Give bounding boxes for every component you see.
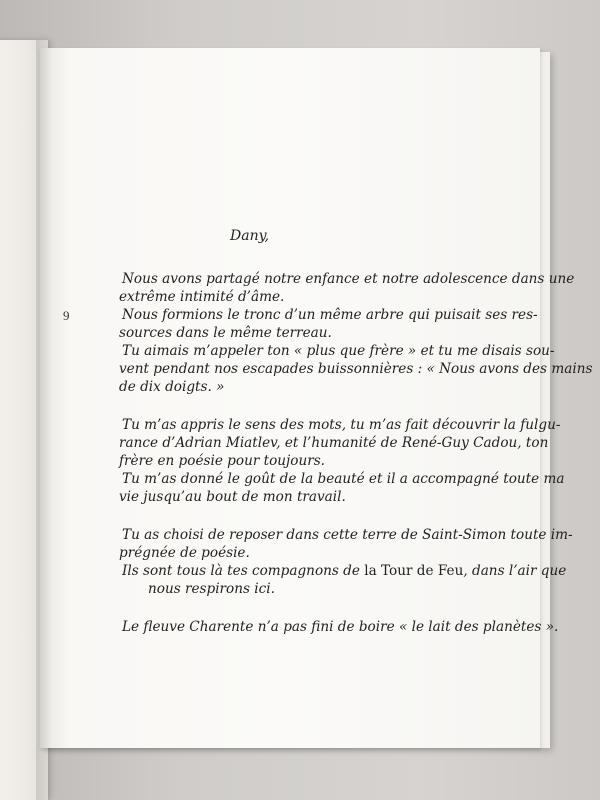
text-line: vent pendant nos escapades buissonnières : « Nous avons des mains xyxy=(119,361,593,377)
text-line: Tu m’as donné le goût de la beauté et il a accompagné toute ma xyxy=(122,471,565,487)
text-line: vie jusqu’au bout de mon travail. xyxy=(119,489,346,505)
text-line: rance d’Adrian Miatlev, et l’humanité de René-Guy Cadou, ton xyxy=(119,435,549,451)
text-line: sources dans le même terreau. xyxy=(119,325,332,341)
title-reference: la Tour de Feu xyxy=(364,563,464,579)
text-line: Le fleuve Charente n’a pas fini de boire « le lait des planètes ». xyxy=(122,619,559,635)
page-number: 9 xyxy=(63,308,70,323)
paragraph xyxy=(122,618,559,636)
paragraph xyxy=(119,526,573,598)
text-line: Nous formions le tronc d’un même arbre qui puisait ses res- xyxy=(122,307,538,323)
text-segment: Ils sont tous là tes compagnons de xyxy=(122,563,365,579)
text-line: de dix doigts. » xyxy=(119,379,225,395)
poem-text xyxy=(119,228,593,636)
text-line: Tu as choisi de reposer dans cette terre de Saint-Simon toute im- xyxy=(122,527,573,543)
greeting: Dany, xyxy=(230,228,270,244)
gutter-shadow xyxy=(36,40,52,800)
text-line: prégnée de poésie. xyxy=(119,545,250,561)
text-line: Tu m’as appris le sens des mots, tu m’as fait découvrir la fulgu- xyxy=(122,417,561,433)
paragraph xyxy=(119,270,593,396)
text-segment: , dans l’air que xyxy=(463,563,567,579)
text-line xyxy=(122,562,567,580)
text-line: Tu aimais m’appeler ton « plus que frère » et tu me disais sou- xyxy=(122,343,555,359)
text-line: nous respirons ici. xyxy=(148,581,275,597)
text-line: Nous avons partagé notre enfance et notre adolescence dans une xyxy=(122,271,575,287)
text-line: frère en poésie pour toujours. xyxy=(119,453,325,469)
paragraph xyxy=(119,416,565,506)
text-line: extrême intimité d’âme. xyxy=(119,289,285,305)
